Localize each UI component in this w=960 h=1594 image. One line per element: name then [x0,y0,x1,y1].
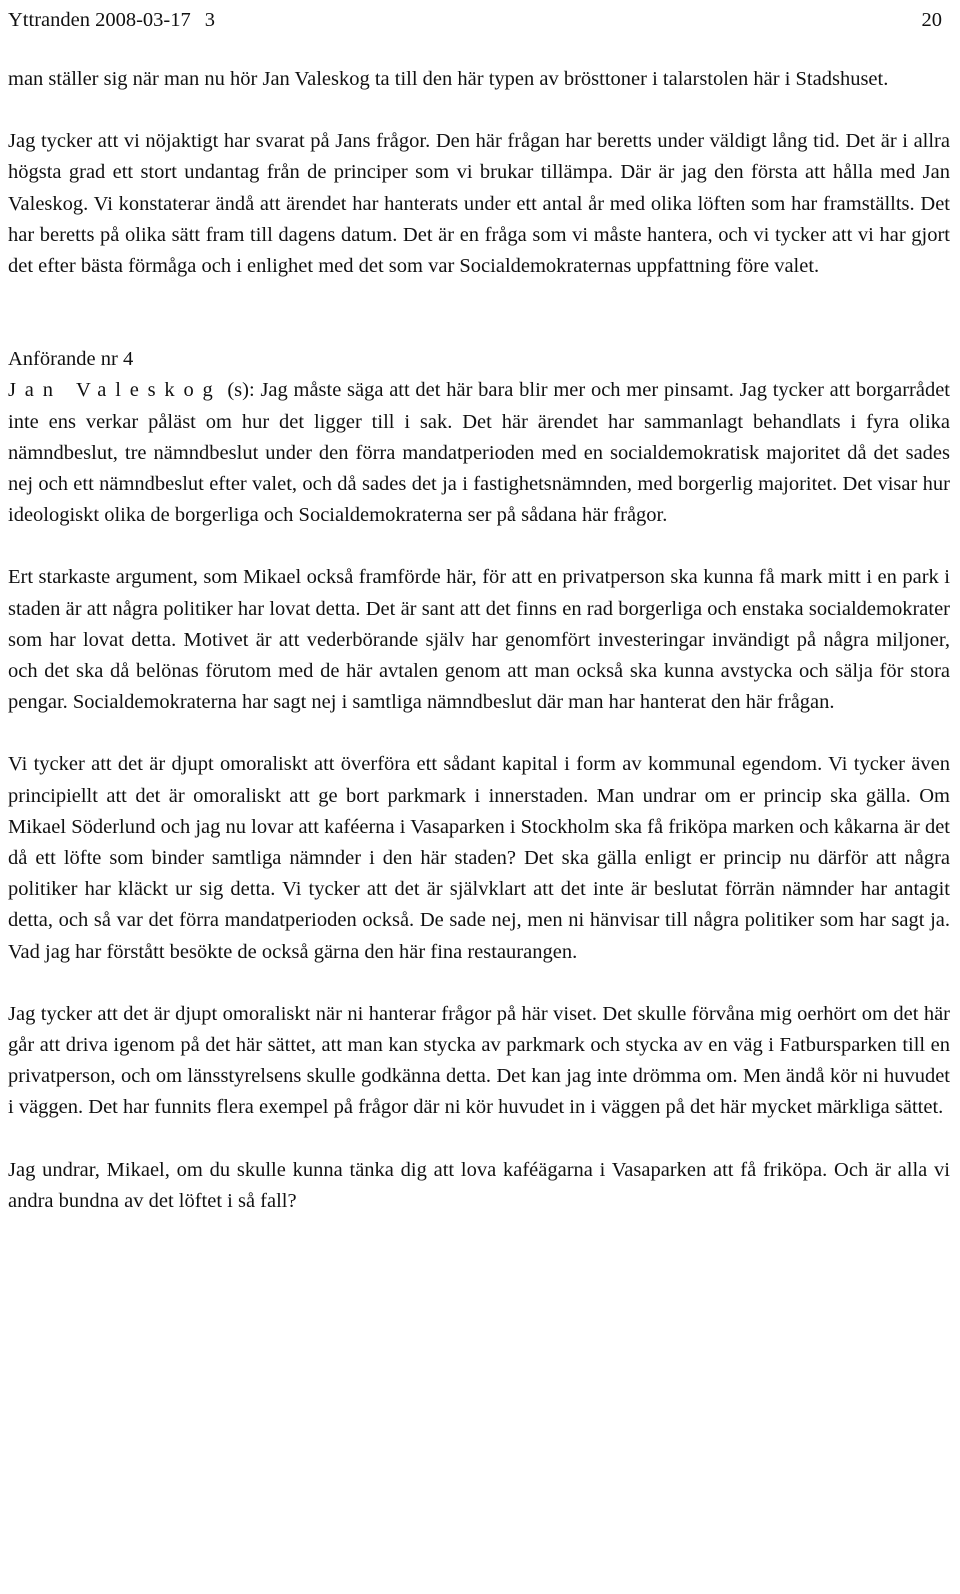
paragraph: Jag tycker att vi nöjaktigt har svarat på Jans frågor. Den här frågan har beretts under väldigt lång tid. Det är i allra högsta grad ett stort undantag från de principer som vi brukar tillämpa. Där är jag den första att hålla med Jan Valeskog. Vi konstaterar ändå att ärendet har hanterats under ett antal år med olika löften som har framställts. Det har beretts på olika sätt fram till dagens datum. Det är en fråga som vi måste hantera, och vi tycker att vi har gjort det efter bästa förmåga och i enlighet med det som var Socialdemokraternas uppfattning före valet. [8,130,950,278]
page-number: 20 [921,9,942,31]
paragraph: Jag tycker att det är djupt omoraliskt när ni hanterar frågor på här viset. Det skulle förvåna mig oerhört om det här går att driva igenom på det här sättet, att man kan stycka av parkmark och stycka av en väg i Fatbursparken till en privatperson, och om länsstyrelsens skulle godkänna detta. Det kan jag inte drömma om. Men ändå kör ni huvudet i väggen. Det har funnits flera exempel på frågor där ni kör huvudet in i väggen på det här mycket märkliga sättet. [8,1002,950,1119]
page-header [8,0,950,40]
paragraph: man ställer sig när man nu hör Jan Valeskog ta till den här typen av brösttoner i talarstolen här i Stadshuset. [8,68,889,90]
document-page [8,0,950,1217]
speaker-party: (s): [221,379,261,402]
paragraph: Jag undrar, Mikael, om du skulle kunna tänka dig att lova kaféägarna i Vasaparken att få friköpa. Och är alla vi andra bundna av det löftet i så fall? [8,1158,950,1212]
speaker-name: Jan Valeskog [8,379,222,402]
paragraph: Vi tycker att det är djupt omoraliskt att överföra ett sådant kapital i form av kommunal egendom. Vi tycker även principiellt att det är omoraliskt att ge bort parkmark i innerstaden. Man undrar om er princip ska gälla. Om Mikael Söderlund och jag nu lovar att kaféerna i Vasaparken i Stockholm ska få friköpa marken och kåkarna är det då ett löfte som binder samtliga nämnder i den här staden? Det ska gälla enligt er princip nu därför att några politiker har kläckt ur sig detta. Vi tycker att det är självklart att det inte är beslutat förrän nämnder har antagit detta, och så var det förra mandatperioden också. De sade nej, men ni hänvisar till några politiker som har sagt ja. Vad jag har förstått besökte de också gärna den här fina restaurangen. [8,753,950,963]
speech-text: Jag måste säga att det här bara blir mer och mer pinsamt. Jag tycker att borgarrådet inte ens verkar påläst om hur det ligger till i sak. Det här ärendet har sammanlagt behandlats i fyra olika nämndbeslut, tre nämndbeslut under den förra mandatperioden med en socialdemokratisk majoritet då det sades nej och ett nämndbeslut efter valet, och då sades det ja i fastighetsnämnden, med borgerlig majoritet. Det visar hur ideologiskt olika de borgerliga och Socialdemokraterna ser på sådana här frågor. [8,379,951,527]
speech-heading: Anförande nr 4 [8,348,134,371]
header-date: Yttranden 2008-03-17 [8,9,191,31]
header-section: 3 [204,9,215,31]
header-left [8,0,215,40]
paragraph: Ert starkaste argument, som Mikael också framförde här, för att en privatperson ska kunna få mark mitt i en park i staden är att några politiker har lovat detta. Det är sant att det finns en rad borgerliga och enstaka socialdemokrater som har lovat detta. Motivet är att vederbörande själv har genomfört investeringar invändigt på några miljoner, och det ska då belönas förutom med de här avtalen genom att man också ska kunna avstycka och sälja för stora pengar. Socialdemokraterna har sagt nej i samtliga nämndbeslut där man har hanterat den här frågan. [8,566,950,714]
speech-first-paragraph [8,375,950,531]
